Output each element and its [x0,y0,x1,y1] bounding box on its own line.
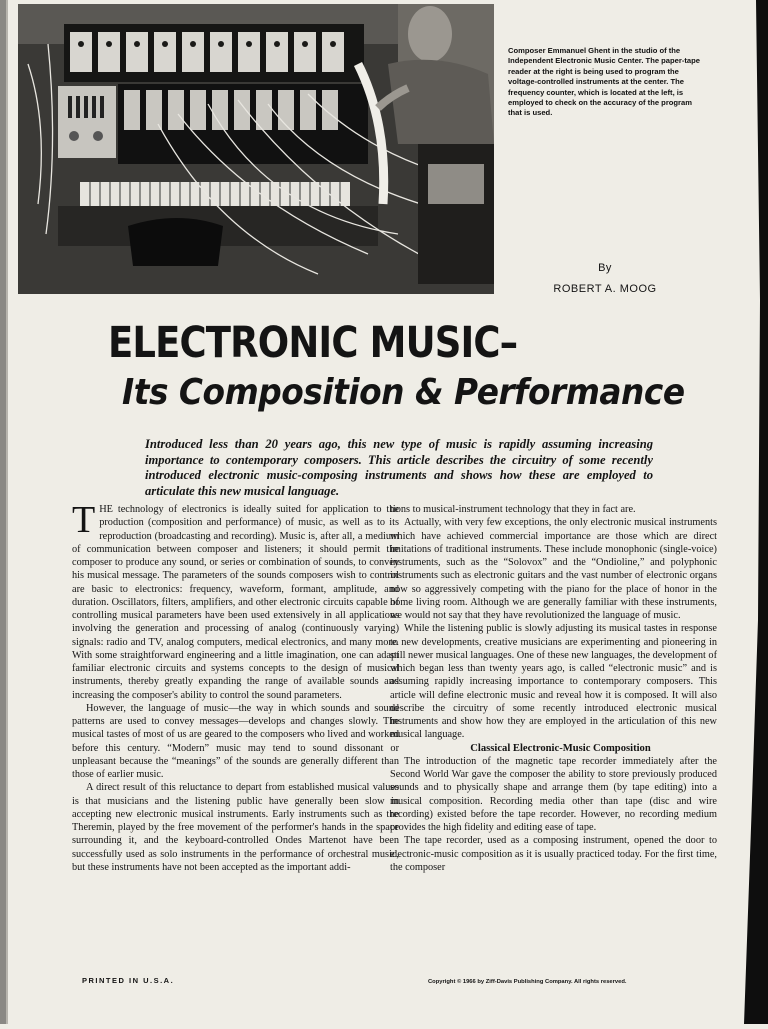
photo-caption: Composer Emmanuel Ghent in the studio of the Independent Electronic Music Center. The paper-tape reader at the right is being used to program the voltage-controlled instruments at the center. The frequency counter, which is located at the left, is employed to check on the accuracy of the program that is used. [508,46,700,118]
intro-paragraph: Introduced less than 20 years ago, this new type of music is rapidly assuming increasing importance to contemporary composers. This article describes the circuitry of some recently introduced electronic music-composing instruments and shows how these are employed to articulate this new musical language. [145,437,653,498]
studio-photo [18,4,494,294]
byline [540,258,670,300]
page-left-edge [0,0,14,1024]
column2-paragraph-5: The tape recorder, used as a composing instrument, opened the door to electronic-music composition as it is usually practiced today. For the first time, the composer [390,835,717,873]
column1-paragraph-1 [72,499,399,702]
column2-paragraph-3: While the listening public is slowly adjusting its musical tastes in response to new developments, creative musicians are experimenting and pioneering in still newer musical languages. One of these new languages, the development of which began less than twenty years ago, is called “electronic music” and is assuming rapidly increasing importance to contemporary composers. This article will define electronic music and reveal how it is composed. It will also describe the circuitry of some recently introduced electronic musical instruments and show how they are employed in the articulation of this new musical language. [390,623,717,741]
column1-p1-text: HE technology of electronics is ideally suited for application to the production (composition and performance) of music, as well as to its reproduction (broadcasting and recording). Music is, after all, a medium of communication between composer and listeners; it should permit the composer to produce any sound, or series or combination of sounds, to convey his musical message. The parameters of the sounds composers wish to control are basic to electronics: frequency, waveform, formant, amplitude, and duration. Oscillators, filters, amplifiers, and other electronic circuits capable of controlling musical parameters have been used extensively in all applications involving the generation and processing of analog (continuously varying) signals: radio and TV, analog computers, medical electronics, and many more. With some straightforward engineering and a little imagination, one can adapt familiar electronic circuits and systems concepts to the design of musical instruments, thereby greatly expanding the range of available sounds and increasing the composer's ability to control the sound parameters. [72,504,399,701]
byline-by: By [598,262,612,274]
printed-in-usa: PRINTED IN U.S.A. [82,976,175,985]
column2-paragraph-1: tions to musical-instrument technology that they in fact are. [390,504,636,515]
article-column-2 [390,503,717,874]
drop-cap: T [72,499,96,541]
byline-author: ROBERT A. MOOG [553,283,657,295]
section-heading: Classical Electronic-Music Composition [470,742,651,754]
column2-paragraph-4: The introduction of the magnetic tape recorder immediately after the Second World War gave the composer the ability to store previously produced sounds and to physically shape and arrange them (by tape editing) into a musical composition. Recording media other than tape (disc and wire recording) existed before the tape recorder. However, no recording medium provides the high fidelity and editing ease of tape. [390,755,717,833]
page-right-edge [742,0,768,1024]
column1-paragraph-2: However, the language of music—the way in which sounds and sound patterns are used to convey messages—develops and changes slowly. The musical tastes of most of us are geared to the composers who lived and worked before this century. “Modern” music may tend to sound dissonant or unpleasant because the “meanings” of the sounds are generally different than those of earlier music. [72,702,399,780]
copyright-notice: Copyright © 1966 by Ziff-Davis Publishing Company. All rights reserved. [428,979,627,985]
article-column-1 [72,499,399,874]
column1-paragraph-3: A direct result of this reluctance to depart from established musical values is that musicians and the listening public have generally been slow in accepting new electronic musical instruments. Early instruments such as the Theremin, played by the free movement of the performer's hands in the space surrounding it, and the keyboard-controlled Ondes Martenot have been successfully used as solo instruments in the performance of orchestral music, but these instruments have not been accepted as the important addi- [72,782,399,873]
headline: ELECTRONIC MUSIC– [108,318,518,368]
subheadline: Its Composition & Performance [122,372,685,413]
column2-paragraph-2: Actually, with very few exceptions, the only electronic musical instruments which have achieved commercial importance are those which are direct imitations of traditional instruments. These include monophonic (single-voice) instruments, such as the “Solovox” and the “Ondioline,” and polyphonic instruments such as electronic guitars and the vast number of electronic organs now so aggressively competing with the piano for the place of honor in the home living room. Although we are generally familiar with these instruments, we would not say that they have revolutionized the language of music. [390,517,717,621]
